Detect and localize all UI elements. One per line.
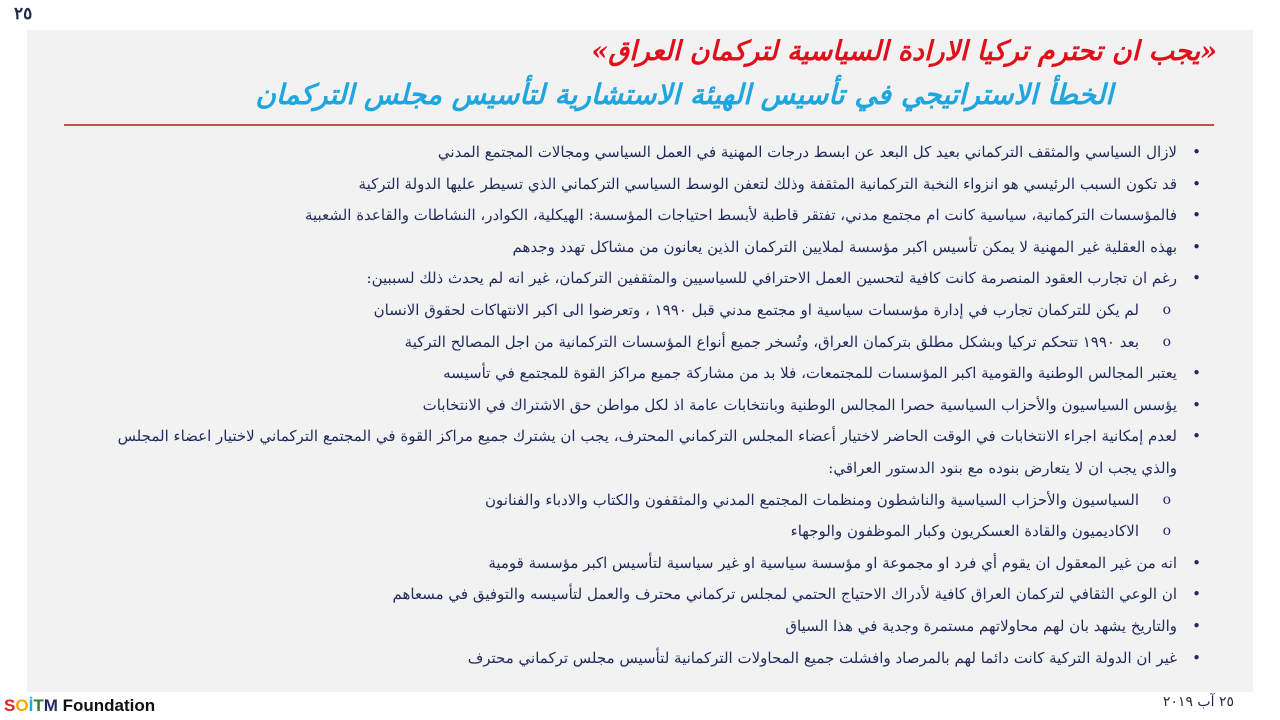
logo-letter: M	[43, 696, 58, 715]
logo-text: Foundation	[57, 696, 156, 715]
bullet-list	[87, 137, 1207, 674]
bullet-item: • والتاريخ يشهد بان لهم محاولاتهم مستمرة وجدية في هذا السياق	[87, 611, 1207, 643]
bullet-item: • رغم ان تجارب العقود المنصرمة كانت كافية لتحسين العمل الاحترافي للسياسيين والمثقفين التركمان، غير انه لم يحدث ذلك لسببين:	[87, 263, 1207, 295]
bullet-item: • لازال السياسي والمثقف التركماني بعيد كل البعد عن ابسط درجات المهنية في العمل السياسي ومجالات المجتمع المدني	[87, 137, 1207, 169]
logo-letter: İ	[28, 696, 34, 715]
bullet-item: • انه من غير المعقول ان يقوم أي فرد او مجموعة او مؤسسة سياسية او غير سياسية لتأسيس اكبر مؤسسة قومية	[87, 548, 1207, 580]
page-number: ٢٥	[14, 4, 33, 24]
logo-letter: O	[15, 696, 29, 715]
bullet-item: • غير ان الدولة التركية كانت دائما لهم بالمرصاد وافشلت جميع المحاولات التركمانية لتأسيس مجلس تركماني محترف	[87, 643, 1207, 675]
slide-panel	[27, 30, 1253, 692]
logo-letter: S	[4, 696, 16, 715]
soitm-foundation-logo	[4, 696, 155, 716]
bullet-item: • قد تكون السبب الرئيسي هو انزواء النخبة التركمانية المثقفة وذلك لتعفن الوسط السياسي التركماني الذي تسيطر عليها الدولة التركية	[87, 169, 1207, 201]
sub-bullet-item: o لم يكن للتركمان تجارب في إدارة مؤسسات سياسية او مجتمع مدني قبل ١٩٩٠ ، وتعرضوا الى اكبر الانتهاكات لحقوق الانسان	[87, 295, 1207, 327]
bullet-item: • يعتبر المجالس الوطنية والقومية اكبر المؤسسات للمجتمعات، فلا بد من مشاركة جميع مراكز القوة للمجتمع في تأسيسه	[87, 358, 1207, 390]
sub-bullet-item: o السياسيون والأحزاب السياسية والناشطون ومنظمات المجتمع المدني والمثقفون والكتاب والادباء والفنانون	[87, 485, 1207, 517]
sub-title: الخطأ الاستراتيجي في تأسيس الهيئة الاستشارية لتأسيس مجلس التركمان	[255, 78, 1113, 111]
bullet-item: • ان الوعي الثقافي لتركمان العراق كافية لأدراك الاحتياج الحتمي لمجلس تركماني محترف والعمل لتأسيسه والتوفيق في مسعاهم	[87, 579, 1207, 611]
bullet-item: • لعدم إمكانية اجراء الانتخابات في الوقت الحاضر لاختيار أعضاء المجلس التركماني المحترف، يجب ان يشترك جميع مراكز القوة في المجتمع التركماني لاختيار اعضاء المجلس والذي يجب ان لا يتعارض بنوده مع بنود الدستور العراقي:	[87, 421, 1207, 484]
title-divider	[64, 124, 1214, 126]
bullet-item: • فالمؤسسات التركمانية، سياسية كانت ام مجتمع مدني، تفتقر قاطبة لأبسط احتياجات المؤسسة: الهيكلية، الكوادر، النشاطات والقاعدة الشعبية	[87, 200, 1207, 232]
sub-bullet-item: o بعد ١٩٩٠ تتحكم تركيا وبشكل مطلق بتركمان العراق، وتُسخر جميع أنواع المؤسسات التركمانية من اجل المصالح التركية	[87, 327, 1207, 359]
slide-date: ٢٥ آب ٢٠١٩	[1162, 694, 1234, 710]
sub-bullet-item: o الاكاديميون والقادة العسكريون وكبار الموظفون والوجهاء	[87, 516, 1207, 548]
logo-letter: T	[33, 696, 44, 715]
bullet-item: • بهذه العقلية غير المهنية لا يمكن تأسيس اكبر مؤسسة لملايين التركمان الذين يعانون من مشاكل تهدد وجدهم	[87, 232, 1207, 264]
bullet-item: • يؤسس السياسيون والأحزاب السياسية حصرا المجالس الوطنية وبانتخابات عامة اذ لكل مواطن حق الاشتراك في الانتخابات	[87, 390, 1207, 422]
main-title: «يجب ان تحترم تركيا الارادة السياسية لتركمان العراق»	[591, 36, 1217, 67]
